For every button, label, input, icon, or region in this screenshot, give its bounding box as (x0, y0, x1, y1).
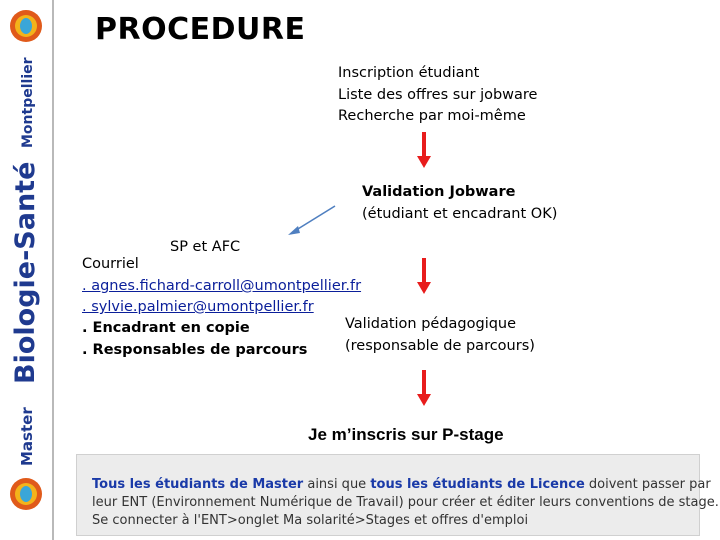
down-arrow-icon (417, 132, 431, 168)
step1-line1: Inscription étudiant (338, 65, 480, 81)
banner-line1 (92, 477, 711, 492)
step3-line2: (responsable de parcours) (345, 338, 535, 354)
down-arrow-icon (417, 258, 431, 294)
banner-licence: tous les étudiants de Licence (370, 477, 585, 492)
final-step-pstage: Je m’inscris sur P-stage (308, 425, 504, 444)
step2-line1: Validation Jobware (362, 184, 516, 200)
step1-line2: Liste des offres sur jobware (338, 87, 538, 103)
banner-master: Tous les étudiants de Master (92, 477, 304, 492)
email-link-palmier[interactable]: . sylvie.palmier@umontpellier.fr (82, 299, 314, 315)
brand-montpellier: Montpellier (20, 57, 36, 148)
banner-ainsi: ainsi que (303, 477, 371, 492)
step3-line1: Validation pédagogique (345, 316, 517, 332)
contact-heading: SP et AFC (170, 239, 241, 255)
brand-biologie-sante: Biologie-Santé (10, 161, 41, 384)
step1-line3: Recherche par moi-même (338, 108, 526, 124)
level-master: Master (18, 407, 36, 466)
page-title: PROCEDURE (95, 12, 306, 47)
pointer-arrow-icon (285, 204, 337, 238)
info-banner (76, 454, 719, 536)
banner-doivent: doivent passer par (584, 477, 711, 492)
email-link-fichard[interactable]: . agnes.fichard-carroll@umontpellier.fr (82, 278, 362, 294)
contact-encadrant: . Encadrant en copie (82, 320, 250, 336)
sidebar-branding (0, 0, 52, 540)
sidebar-divider (52, 0, 54, 540)
banner-line2: leur ENT (Environnement Numérique de Travail) pour créer et éditer leurs conventions de stage. (92, 495, 719, 510)
logo-icon (8, 8, 44, 44)
down-arrow-icon (417, 370, 431, 406)
contact-label: Courriel (82, 256, 139, 272)
banner-line3: Se connecter à l'ENT>onglet Ma solarité>Stages et offres d'emploi (92, 513, 529, 528)
contact-responsables: . Responsables de parcours (82, 342, 308, 358)
logo-icon (8, 476, 44, 512)
step2-line2: (étudiant et encadrant OK) (362, 206, 558, 222)
